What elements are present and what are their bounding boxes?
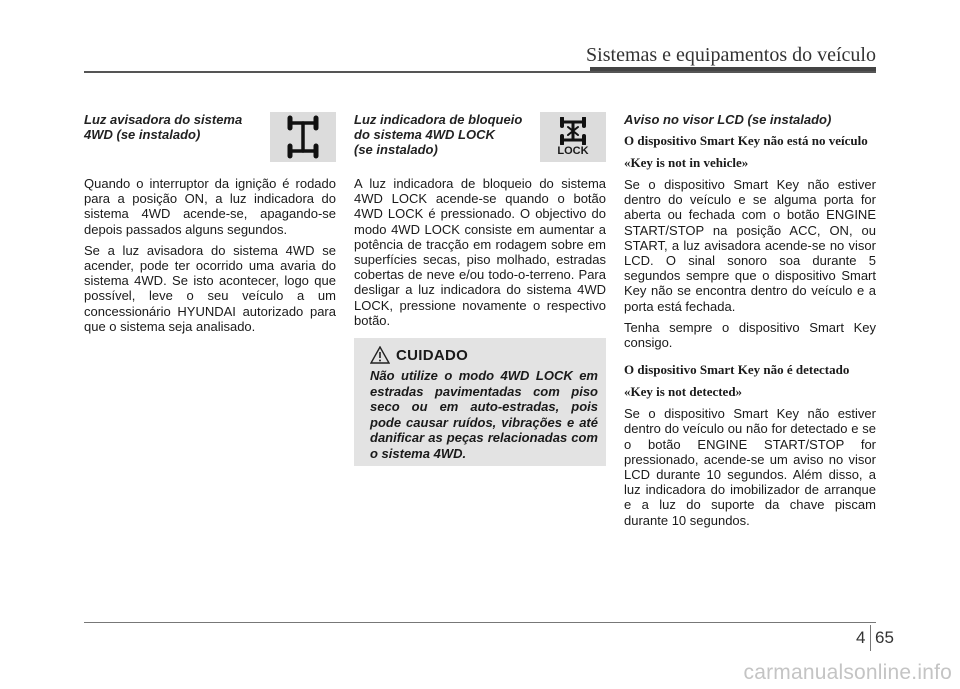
paragraph: Se o dispositivo Smart Key não estiver dentro do veículo e se alguma porta for aberta ou fechada com o botão ENGINE START/STOP na posição ACC, ON, ou START, a luz avisadora acende-se no visor LCD. O sinal sonoro soa durante 5 segundos sempre que o dispositivo Smart Key não se encontra dentro do veículo e a porta está fechada. [624, 177, 876, 314]
lock-label: LOCK [557, 145, 589, 157]
header-rule [84, 71, 876, 73]
key-message: «Key is not detected» [624, 384, 743, 400]
key-message: «Key is not in vehicle» [624, 155, 749, 170]
paragraph: Tenha sempre o dispositivo Smart Key consigo. [624, 319, 876, 351]
paragraph: Se a luz avisadora do sistema 4WD se acender, pode ter ocorrido uma avaria do sistema 4WD. Se isto acontecer, logo que possível, leve o seu veículo a um concessionário HYUNDAI autorizado para que o sistema seja analisado. [84, 242, 336, 334]
footer-rule [84, 622, 876, 623]
column-4wd-lock [354, 112, 606, 334]
watermark: carmanualsonline.info [743, 661, 952, 684]
section-number: 4 [856, 628, 866, 647]
section-title-4wd-lock: Luz indicadora de bloqueio do sistema 4WD LOCK (se instalado) [354, 112, 523, 157]
page-header-title: Sistemas e equipamentos do veículo [586, 44, 876, 66]
paragraph: Se o dispositivo Smart Key não estiver dentro do veículo ou não for detectado e se o botão ENGINE START/STOP for pressionado, acende-se um aviso no visor LCD durante 10 segundos. Além disso, a luz indicadora do imobilizador de arranque e a luz do suporte da chave piscam durante 10 segundos. [624, 406, 876, 528]
subsection-title: O dispositivo Smart Key não é detectado [624, 362, 850, 378]
4wd-warning-icon [270, 112, 336, 162]
caution-text: Não utilize o modo 4WD LOCK em estradas pavimentadas com piso seco ou em auto-estradas, pois pode causar ruídos, vibrações e até danificar as peças relacionadas com o sistema 4WD. [370, 368, 598, 461]
paragraph: Quando o interruptor da ignição é rodado para a posição ON, a luz indicadora do sistema 4WD acende-se, apagando-se depois passados alguns segundos. [84, 176, 336, 237]
caution-box [354, 338, 606, 466]
subsection-title: O dispositivo Smart Key não está no veículo [624, 133, 868, 148]
page-number-divider [870, 625, 871, 651]
page-number: 65 [875, 628, 894, 647]
paragraph: A luz indicadora de bloqueio do sistema 4WD LOCK acende-se quando o botão 4WD LOCK é pressionado. O objectivo do modo 4WD LOCK consiste em aumentar a potência de tracção em rodagem sobre em superfícies secas, piso molhado, estradas cobertas de neve e/ou todo-o-terreno. Para desligar a luz indicadora do sistema 4WD LOCK, pressione novamente o respectivo botão. [354, 176, 606, 328]
column-4wd-warning [84, 112, 336, 340]
column-lcd-warning [624, 112, 876, 534]
caution-title: CUIDADO [396, 346, 469, 364]
warning-triangle-icon [370, 346, 390, 364]
4wd-lock-icon [540, 112, 606, 162]
section-title-4wd-warning: Luz avisadora do sistema 4WD (se instalado) [84, 112, 243, 142]
section-title-lcd-warning: Aviso no visor LCD (se instalado) [624, 112, 832, 127]
